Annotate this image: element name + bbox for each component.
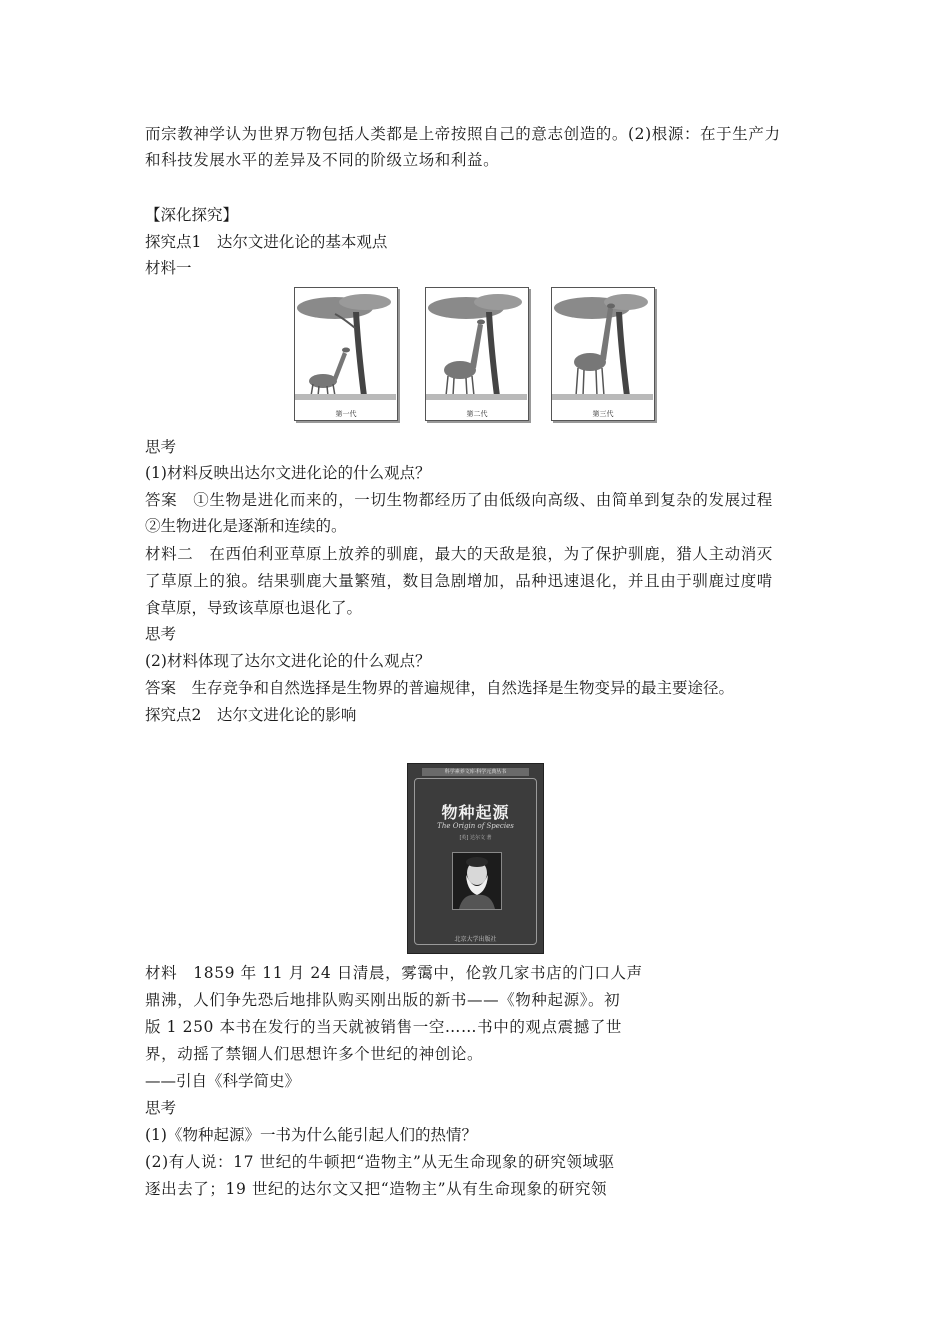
think-label-1: 思考	[145, 438, 177, 456]
giraffe-panel-3	[551, 287, 655, 421]
giraffe-illustration-1	[295, 288, 396, 408]
material-line-2: 鼎沸，人们争先恐后地排队购买刚出版的新书——《物种起源》。初	[145, 991, 621, 1009]
point1-title: 探究点1 达尔文进化论的基本观点	[145, 233, 388, 251]
question-2: (2)材料体现了达尔文进化论的什么观点？	[145, 652, 431, 670]
think-label-2: 思考	[145, 625, 177, 643]
material2-line-1: 材料二 在西伯利亚草原上放养的驯鹿，最大的天敌是狼，为了保护驯鹿，猎人主动消灭	[145, 545, 773, 563]
portrait-icon	[453, 853, 501, 909]
material-line-3: 版 1 250 本书在发行的当天就被销售一空……书中的观点震撼了世	[145, 1018, 623, 1036]
panel-caption-2: 第二代	[466, 410, 488, 418]
intro-line-2: 和科技发展水平的差异及不同的阶级立场和利益。	[145, 151, 500, 169]
origin-of-species-cover	[407, 763, 544, 954]
cover-publisher: 北京大学出版社	[454, 936, 497, 943]
material1-label: 材料一	[145, 259, 192, 277]
material2-line-3: 食草原，导致该草原也退化了。	[145, 599, 363, 617]
question-4-line-1: (2)有人说：17 世纪的牛顿把“造物主”从无生命现象的研究领域驱	[145, 1153, 615, 1171]
question-3: (1)《物种起源》一书为什么能引起人们的热情？	[145, 1126, 477, 1144]
giraffe-panel-2	[425, 287, 529, 421]
question-1: (1)材料反映出达尔文进化论的什么观点？	[145, 464, 431, 482]
material2-line-2: 了草原上的狼。结果驯鹿大量繁殖，数目急剧增加，品种迅速退化，并且由于驯鹿过度啃	[145, 572, 773, 590]
point2-title: 探究点2 达尔文进化论的影响	[145, 706, 357, 724]
cover-subtitle: The Origin of Species	[437, 822, 514, 830]
material-line-1: 材料 1859 年 11 月 24 日清晨，雾霭中，伦敦几家书店的门口人声	[145, 964, 643, 982]
cover-title: 物种起源	[441, 803, 510, 822]
answer-2: 答案 生存竞争和自然选择是生物界的普遍规律，自然选择是生物变异的最主要途径。	[145, 679, 735, 697]
giraffe-illustration-3	[552, 288, 653, 408]
panel-caption-1: 第一代	[335, 410, 357, 418]
giraffe-panel-1	[294, 287, 398, 421]
answer-1-line-1: 答案 ①生物是进化而来的，一切生物都经历了由低级向高级、由简单到复杂的发展过程	[145, 491, 773, 509]
darwin-portrait	[452, 852, 502, 910]
intro-line-1: 而宗教神学认为世界万物包括人类都是上帝按照自己的意志创造的。(2)根源：在于生产力	[145, 125, 781, 143]
material-line-4: 界，动摇了禁锢人们思想许多个世纪的神创论。	[145, 1045, 484, 1063]
giraffe-illustration-2	[426, 288, 527, 408]
source-citation: ——引自《科学简史》	[145, 1072, 301, 1090]
cover-series: 科学素养文库·科学元典丛书	[422, 768, 529, 776]
panel-caption-3: 第三代	[592, 410, 614, 418]
question-4-line-2: 逐出去了；19 世纪的达尔文又把“造物主”从有生命现象的研究领	[145, 1180, 608, 1198]
section-heading: 【深化探究】	[145, 206, 239, 224]
think-label-3: 思考	[145, 1099, 177, 1117]
answer-1-line-2: ②生物进化是逐渐和连续的。	[145, 517, 347, 535]
cover-author: [英] 达尔文 著	[459, 835, 492, 841]
